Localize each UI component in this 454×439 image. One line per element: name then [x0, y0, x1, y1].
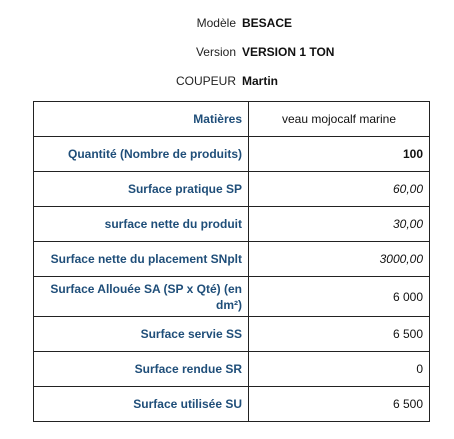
table-row-served-surface — [34, 317, 430, 352]
cutter-row — [0, 66, 454, 95]
row-value-net-placement-surface: 3000,00 — [249, 242, 430, 277]
table-row-returned-surface — [34, 352, 430, 387]
table-row-net-placement-surface — [34, 242, 430, 277]
model-label: Modèle — [196, 15, 236, 30]
cutter-value: Martin — [242, 73, 278, 88]
row-value-net-product-surface: 30,00 — [249, 207, 430, 242]
row-value-allocated-surface: 6 000 — [249, 277, 430, 317]
row-label-practical-surface: Surface pratique SP — [34, 172, 249, 207]
model-value: BESACE — [242, 15, 293, 30]
row-label-materials: Matières — [34, 102, 249, 137]
row-label-quantity: Quantité (Nombre de produits) — [34, 137, 249, 172]
row-value-returned-surface: 0 — [249, 352, 430, 387]
table-row-used-surface — [34, 387, 430, 422]
table-row-net-product-surface — [34, 207, 430, 242]
version-row — [0, 37, 454, 66]
row-value-used-surface: 6 500 — [249, 387, 430, 422]
row-value-served-surface: 6 500 — [249, 317, 430, 352]
row-value-materials: veau mojocalf marine — [249, 102, 430, 137]
version-value: VERSION 1 TON — [242, 44, 335, 59]
row-label-allocated-surface: Surface Allouée SA (SP x Qté) (en dm²) — [34, 277, 249, 317]
model-row — [0, 8, 454, 37]
row-label-net-placement-surface: Surface nette du placement SNplt — [34, 242, 249, 277]
row-value-practical-surface: 60,00 — [249, 172, 430, 207]
row-label-net-product-surface: surface nette du produit — [34, 207, 249, 242]
row-label-used-surface: Surface utilisée SU — [34, 387, 249, 422]
table-row-quantity — [34, 137, 430, 172]
table-row-allocated-surface — [34, 277, 430, 317]
row-value-quantity: 100 — [249, 137, 430, 172]
cutter-label: COUPEUR — [175, 73, 236, 88]
surface-table — [33, 101, 430, 422]
row-label-returned-surface: Surface rendue SR — [34, 352, 249, 387]
row-label-served-surface: Surface servie SS — [34, 317, 249, 352]
table-row-practical-surface — [34, 172, 430, 207]
version-label: Version — [195, 44, 236, 59]
document-header — [0, 8, 454, 95]
table-row-materials — [34, 102, 430, 137]
